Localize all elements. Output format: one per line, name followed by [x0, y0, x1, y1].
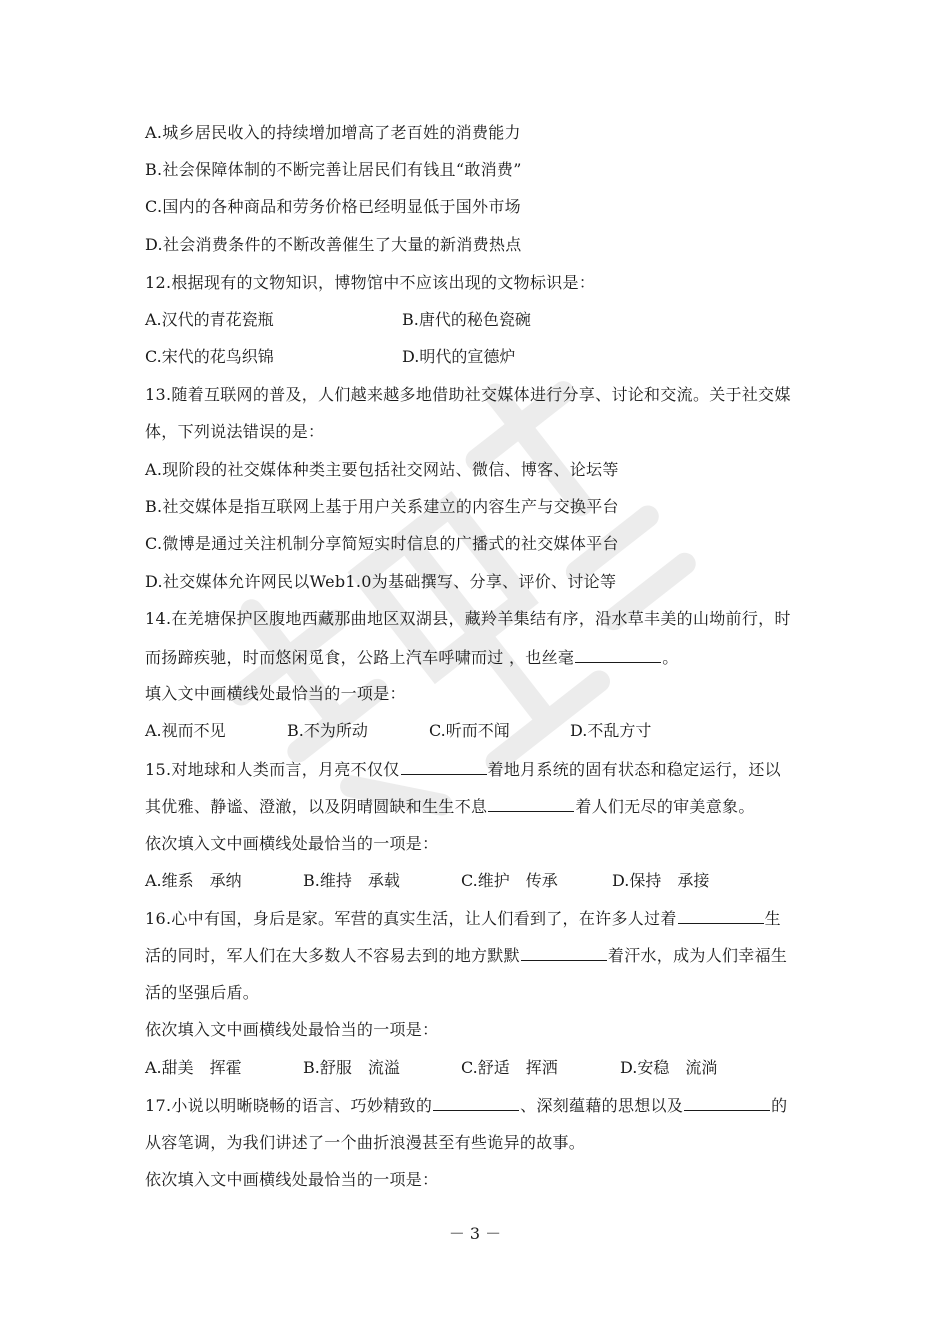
option-14c: C.听而不闻 [429, 721, 510, 740]
option-13c: C.微博是通过关注机制分享简短实时信息的广播式的社交媒体平台 [145, 534, 619, 553]
page-number: － 3 － [448, 1224, 502, 1243]
question-17-instruction: 依次填入文中画横线处最恰当的一项是： [145, 1170, 439, 1189]
answer-blank [678, 907, 764, 924]
option-15c: C.维护 传承 [461, 871, 558, 890]
question-17-text-b: 、深刻蕴藉的思想以及 [520, 1096, 684, 1115]
question-16-text-a: 16.心中有国，身后是家。军营的真实生活，让人们看到了，在许多人过着 [145, 909, 677, 928]
option-12a: A.汉代的青花瓷瓶 [145, 310, 274, 329]
answer-blank [684, 1094, 770, 1111]
answer-blank [433, 1094, 519, 1111]
question-15-text-b: 着地月系统的固有状态和稳定运行，还以 [487, 760, 781, 779]
option-15a: A.维系 承纳 [145, 871, 242, 890]
option-16d: D.安稳 流淌 [620, 1058, 718, 1077]
question-16-text-b: 生 [764, 909, 781, 928]
question-15-stem-line1 [145, 758, 815, 781]
question-17-text-c: 的 [771, 1096, 788, 1115]
question-14-tail: 。 [662, 648, 679, 667]
question-17-stem-line1 [145, 1094, 815, 1117]
question-15-text-a: 15.对地球和人类而言，月亮不仅仅 [145, 760, 400, 779]
option-16a: A.甜美 挥霍 [145, 1058, 242, 1077]
question-16-text-c: 活的同时，军人们在大多数人不容易去到的地方默默 [145, 946, 520, 965]
question-12-stem: 12.根据现有的文物知识，博物馆中不应该出现的文物标识是： [145, 273, 596, 292]
question-15-instruction: 依次填入文中画横线处最恰当的一项是： [145, 834, 439, 853]
question-16-stem-line1 [145, 907, 815, 930]
question-13-stem-line1: 13.随着互联网的普及，人们越来越多地借助社交媒体进行分享、讨论和交流。关于社交媒 [145, 385, 791, 404]
option-11b: B.社会保障体制的不断完善让居民们有钱且“敢消费” [145, 160, 522, 179]
question-17-stem-line2: 从容笔调，为我们讲述了一个曲折浪漫甚至有些诡异的故事。 [145, 1133, 586, 1152]
question-16-stem-line3: 活的坚强后盾。 [145, 983, 260, 1002]
option-14b: B.不为所动 [287, 721, 368, 740]
option-13b: B.社交媒体是指互联网上基于用户关系建立的内容生产与交换平台 [145, 497, 619, 516]
option-13d: D.社交媒体允许网民以Web1.0为基础撰写、分享、评价、讨论等 [145, 572, 617, 591]
option-15b: B.维持 承载 [303, 871, 400, 890]
answer-blank [575, 646, 661, 663]
option-14d: D.不乱方寸 [570, 721, 652, 740]
question-15-text-d: 着人们无尽的审美意象。 [575, 797, 755, 816]
option-13a: A.现阶段的社交媒体种类主要包括社交网站、微信、博客、论坛等 [145, 460, 619, 479]
option-11d: D.社会消费条件的不断改善催生了大量的新消费热点 [145, 235, 522, 254]
answer-blank [401, 758, 487, 775]
question-16-instruction: 依次填入文中画横线处最恰当的一项是： [145, 1020, 439, 1039]
question-16-stem-line2 [145, 944, 815, 967]
question-14-stem-line1: 14.在羌塘保护区腹地西藏那曲地区双湖县，藏羚羊集结有序，沿水草丰美的山坳前行，时 [145, 609, 791, 628]
option-14a: A.视而不见 [145, 721, 226, 740]
option-15d: D.保持 承接 [612, 871, 710, 890]
option-16c: C.舒适 挥洒 [461, 1058, 558, 1077]
question-16-text-d: 着汗水，成为人们幸福生 [607, 946, 788, 965]
option-12c: C.宋代的花鸟织锦 [145, 347, 274, 366]
answer-blank [521, 944, 607, 961]
option-11c: C.国内的各种商品和劳务价格已经明显低于国外市场 [145, 197, 521, 216]
question-14-stem-line2 [145, 646, 815, 669]
question-15-text-c: 其优雅、静谧、澄澈，以及阴晴圆缺和生生不息 [145, 797, 488, 816]
option-12d: D.明代的宣德炉 [402, 347, 516, 366]
option-12b: B.唐代的秘色瓷碗 [402, 310, 531, 329]
question-14-instruction: 填入文中画横线处最恰当的一项是： [145, 684, 406, 703]
question-17-text-a: 17.小说以明晰晓畅的语言、巧妙精致的 [145, 1096, 433, 1115]
option-11a: A.城乡居民收入的持续增加增高了老百姓的消费能力 [145, 123, 521, 142]
option-16b: B.舒服 流溢 [303, 1058, 400, 1077]
question-13-stem-line2: 体，下列说法错误的是： [145, 422, 325, 441]
question-14-text: 而扬蹄疾驰，时而悠闲觅食，公路上汽车呼啸而过 ，也丝毫 [145, 648, 575, 667]
question-15-stem-line2 [145, 795, 815, 818]
answer-blank [488, 795, 574, 812]
